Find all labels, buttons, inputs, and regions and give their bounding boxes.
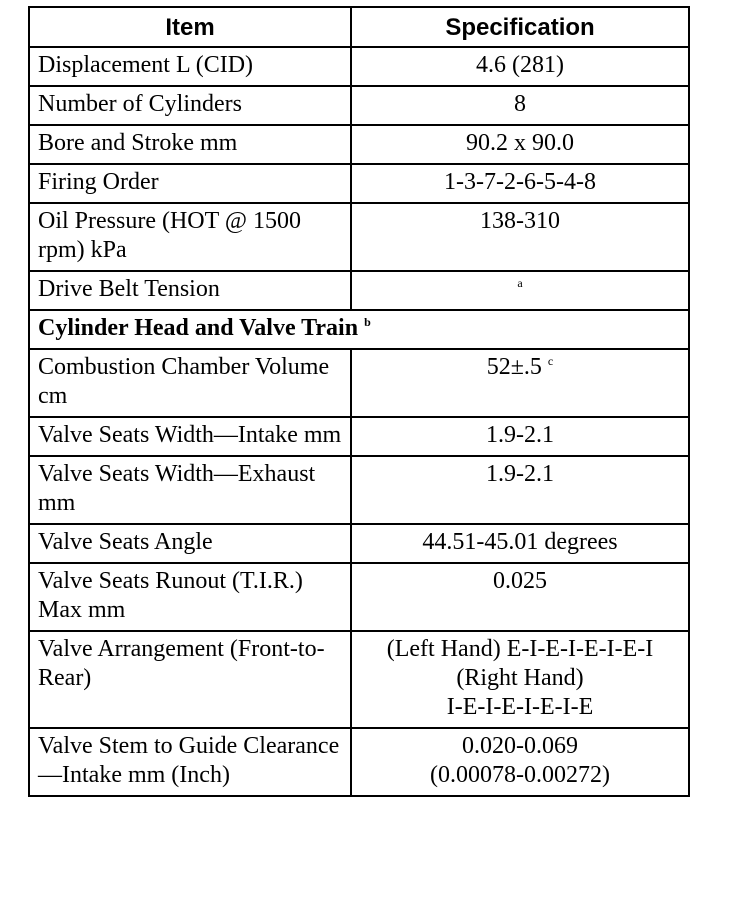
footnote-marker: a — [517, 276, 523, 290]
table-row — [29, 563, 689, 631]
table-row — [29, 631, 689, 728]
row-spec: 0.025 — [351, 563, 689, 631]
footnote-marker: b — [364, 315, 371, 329]
row-spec: 4.6 (281) — [351, 47, 689, 86]
specification-table — [28, 6, 690, 797]
section-header-row — [29, 310, 689, 349]
row-spec — [351, 349, 689, 417]
table-row — [29, 164, 689, 203]
row-item: Valve Arrangement (Front-to-Rear) — [29, 631, 351, 728]
row-spec: 90.2 x 90.0 — [351, 125, 689, 164]
row-spec: 1.9-2.1 — [351, 417, 689, 456]
row-item: Valve Seats Angle — [29, 524, 351, 563]
table-row — [29, 728, 689, 796]
row-spec: (Left Hand) E-I-E-I-E-I-E-I (Right Hand) I-E-I-E-I-E-I-E — [351, 631, 689, 728]
row-spec: 138-310 — [351, 203, 689, 271]
table-row — [29, 125, 689, 164]
table-row — [29, 203, 689, 271]
row-spec: 8 — [351, 86, 689, 125]
row-item: Combustion Chamber Volume cm — [29, 349, 351, 417]
table-row — [29, 47, 689, 86]
row-item: Drive Belt Tension — [29, 271, 351, 310]
header-specification: Specification — [351, 7, 689, 47]
table-header-row — [29, 7, 689, 47]
footnote-marker: c — [547, 354, 554, 368]
row-item: Valve Seats Runout (T.I.R.) Max mm — [29, 563, 351, 631]
row-spec — [351, 271, 689, 310]
row-item: Displacement L (CID) — [29, 47, 351, 86]
table-row — [29, 456, 689, 524]
row-item: Oil Pressure (HOT @ 1500 rpm) kPa — [29, 203, 351, 271]
row-item: Valve Seats Width—Intake mm — [29, 417, 351, 456]
row-spec: 0.020-0.069 (0.00078-0.00272) — [351, 728, 689, 796]
table-row — [29, 86, 689, 125]
row-item: Valve Seats Width—Exhaust mm — [29, 456, 351, 524]
row-spec: 1.9-2.1 — [351, 456, 689, 524]
row-item: Valve Stem to Guide Clearance—Intake mm (Inch) — [29, 728, 351, 796]
row-item: Bore and Stroke mm — [29, 125, 351, 164]
section-title: Cylinder Head and Valve Train — [38, 315, 359, 341]
table-row — [29, 524, 689, 563]
row-spec: 44.51-45.01 degrees — [351, 524, 689, 563]
row-item: Firing Order — [29, 164, 351, 203]
row-spec-value: 52±.5 — [486, 354, 542, 380]
section-title-cell — [29, 310, 689, 349]
header-item: Item — [29, 7, 351, 47]
table-row — [29, 271, 689, 310]
row-spec: 1-3-7-2-6-5-4-8 — [351, 164, 689, 203]
row-item: Number of Cylinders — [29, 86, 351, 125]
table-row — [29, 349, 689, 417]
table-row — [29, 417, 689, 456]
